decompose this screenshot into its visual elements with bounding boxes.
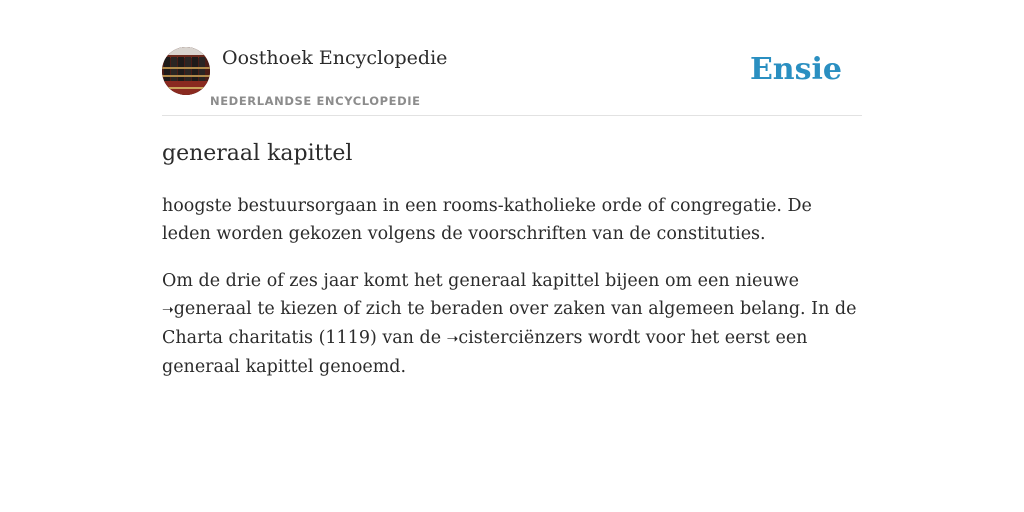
ensie-logo-link[interactable]: Ensie — [749, 52, 842, 87]
crossref-label: generaal — [173, 299, 252, 319]
books-icon — [162, 47, 210, 95]
paragraph-text: wordt voor het eerst een generaal kapittel genoemd. — [162, 328, 808, 377]
encyclopedia-books-avatar[interactable] — [162, 47, 210, 95]
arrow-icon: ➝ — [446, 331, 459, 347]
crossref-generaal-link[interactable] — [162, 299, 252, 319]
site-header — [162, 46, 862, 116]
crossref-cistercienzers-link[interactable] — [447, 328, 583, 348]
crossref-label: cisterciënzers — [458, 328, 583, 348]
body-paragraph — [162, 267, 862, 381]
paragraph-text: Om de drie of zes jaar komt het generaal kapittel bijeen om een nieuwe — [162, 271, 800, 291]
article — [162, 138, 862, 381]
entry-title: generaal kapittel — [162, 141, 353, 166]
site-subtitle: NEDERLANDSE ENCYCLOPEDIE — [210, 94, 421, 108]
definition-paragraph: hoogste bestuursorgaan in een rooms-katholieke orde of congregatie. De leden worden gekozen volgens de voorschriften van de constituties. — [162, 196, 812, 244]
paragraph-text: te kiezen of zich te beraden over zaken van algemeen belang. In de Charta charitatis (1119) van de — [162, 299, 857, 348]
site-title-link[interactable]: Oosthoek Encyclopedie — [222, 47, 448, 69]
arrow-icon: ➝ — [162, 302, 174, 318]
